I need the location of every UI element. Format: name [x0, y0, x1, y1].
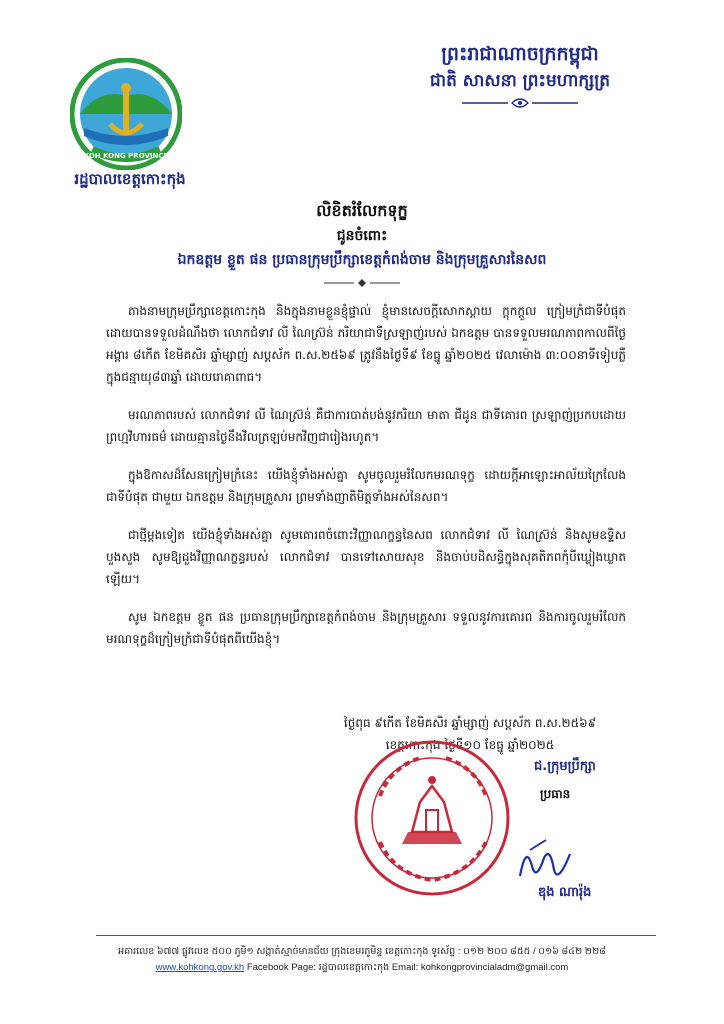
ornament-divider: [460, 96, 580, 110]
paragraph-4: ជាថ្មីម្តងទៀត យើងខ្ញុំទាំងអស់គ្នា សូមគោរពចំពោះវិញ្ញាណក្ខន្ធនៃសព លោកជំទាវ លី ណៃស្រ៊ន់ និងសូមឧទ្ទិសបួងសួង សូមឱ្យដួងវិញ្ញាណក្ខន្ធរបស់ លោកជំទាវ បានទៅសោយសុខ និងចាប់បដិសន្ធិក្នុងសុគតិភពកុំបីឃ្លៀងឃ្លាតឡើយ។: [106, 528, 626, 586]
facebook-page: Facebook Page: រដ្ឋបាលខេត្តកោះកុង: [246, 962, 390, 973]
president-title: ប្រធាន: [540, 787, 571, 801]
paragraph-2: មរណភាពរបស់ លោកជំទាវ លី ណៃស្រ៊ន់ គឺជាការបាត់បង់នូវភរិយា មាតា ជីដូន ជាទីគោរព ស្រឡាញ់ប្រកបដោយព្រហ្មវិហារធម៌ ដោយគ្មានថ្ងៃនឹងវិលត្រឡប់មកវិញជារៀងរហូត។: [106, 408, 626, 444]
logo-text: KOH KONG PROVINCE: [83, 152, 169, 160]
national-motto: ជាតិ សាសនា ព្រះមហាក្សត្រ: [429, 71, 611, 91]
province-admin-name: រដ្ឋបាលខេត្តកោះកុង: [74, 170, 186, 188]
paragraph-5: សូម ឯកឧត្តម ខ្លួត ផន ប្រធានក្រុមប្រឹក្សាខេត្តកំពង់ចាម និងក្រុមគ្រួសារ ទទួលនូវការគោរព និងការចូលរួមរំលែកមរណទុក្ខដ៏ក្រៀមក្រំជាទីបំផុតពីយើងខ្ញុំ។: [106, 610, 626, 646]
province-logo: [70, 58, 182, 170]
document-type: លិខិតរំលែកទុក្ខ: [316, 201, 408, 220]
kingdom-name: ព្រះរាជាណាចក្រកម្ពុជា: [441, 43, 599, 65]
council-label: ជ.ក្រុមប្រឹក្សា: [534, 759, 596, 774]
paragraph-1: តាងនាមក្រុមប្រឹក្សាខេត្តកោះកុង និងក្នុងនាមខ្លួនខ្ញុំផ្ទាល់ ខ្ញុំមានសេចក្ដីសោកស្ដាយ ក្ដុកក្ដួល ក្រៀមក្រំជាទីបំផុត ដោយបានទទួលដំណឹងថា លោកជំទាវ លី ណៃស្រ៊ន់ ភរិយាជាទីស្រឡាញ់របស់ ឯកឧត្តម បានទទួលមរណភាពកាលពីថ្ងៃអង្គារ ៨កើត ខែមិគសិរ ឆ្នាំម្សាញ់ សប្តស័ក ព.ស.២៥៦៩ ត្រូវនឹងថ្ងៃទី៩ ខែធ្នូ ឆ្នាំ២០២៥ វេលាម៉ោង ៣:០០នាទីទៀបភ្លឺ ក្នុងជន្មាយុ៨៣ឆ្នាំ ដោយរោគាពាធ។: [106, 304, 626, 384]
footer: [60, 944, 664, 976]
signature-block: [350, 736, 650, 906]
letter-body: [106, 300, 626, 666]
footer-address: អគារលេខ ៦៧៧ ផ្លូវលេខ ៥០០ ភូមិ១ សង្កាត់ស្មាច់មានជ័យ ក្រុងខេមរភូមិន្ទ ខេត្តកោះកុង ទូរស័ព្ទ : ០១២ ២០០ ៨៥៥ / ០១៦ ៨៤២ ២២៨: [118, 946, 606, 957]
signer-name: ឌុង ណារ៉ុង: [538, 885, 592, 900]
letter-titles: [0, 198, 724, 292]
solar-date: ខេត្តកោះកុង ថ្ងៃទី១០ ខែធ្នូ ឆ្នាំ២០២៥: [385, 738, 555, 752]
title-separator: [322, 278, 402, 288]
recipient-line: ឯកឧត្តម ខ្លួត ផន ប្រធានក្រុមប្រឹក្សាខេត្តកំពង់ចាម និងក្រុមគ្រួសារនៃសព: [177, 252, 547, 268]
addressed-to: ជូនចំពោះ: [336, 228, 388, 244]
email-address: Email: kohkongprovincialadm@gmail.com: [391, 962, 569, 973]
kingdom-header: [380, 40, 660, 114]
website-link[interactable]: www.kohkong.gov.kh: [155, 962, 245, 973]
footer-divider: [96, 935, 656, 936]
official-stamp: [350, 736, 515, 901]
lunar-date: ថ្ងៃពុធ ៩កើត ខែមិគសិរ ឆ្នាំម្សាញ់ សប្តស័ក ព.ស.២៥៦៩: [343, 716, 597, 730]
paragraph-3: ក្នុងឱកាសដ៏សែនក្រៀមក្រំនេះ យើងខ្ញុំទាំងអស់គ្នា សូមចូលរួមរំលែកមរណទុក្ខ ដោយក្ដីអាឡោះអាល័យក្រៃលែងជាទីបំផុត ជាមួយ ឯកឧត្តម និងក្រុមគ្រួសារ ព្រមទាំងញាតិមិត្តទាំងអស់នៃសព។: [106, 468, 626, 504]
